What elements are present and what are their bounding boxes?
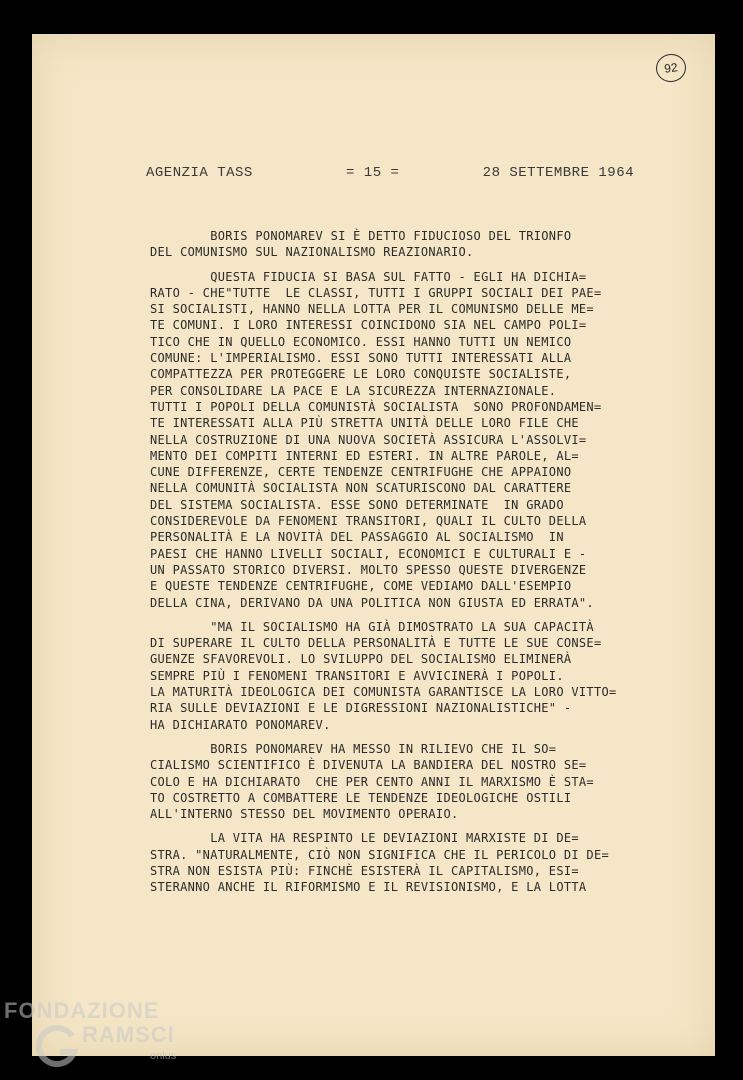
text-line: BORIS PONOMAREV HA MESSO IN RILIEVO CHE IL SO= [150,741,557,756]
text-line: RIA SULLE DEVIAZIONI E LE DIGRESSIONI NAZIONALISTICHE" - [150,701,572,716]
text-line: SEMPRE PIÙ I FENOMENI TRANSITORI E AVVICINERÀ I POPOLI. [150,668,564,683]
text-line: LA VITA HA RESPINTO LE DEVIAZIONI MARXISTE DI DE= [150,831,579,846]
text-line: STERANNO ANCHE IL RIFORMISMO E IL REVISIONISMO, E LA LOTTA [150,880,587,895]
text-line: RATO - CHE"TUTTE LE CLASSI, TUTTI I GRUPPI SOCIALI DEI PAE= [150,285,602,300]
text-line: TE INTERESSATI ALLA PIÙ STRETTA UNITÀ DELLE LORO FILE CHE [150,416,579,431]
page-marker-circle: 92 [654,52,688,84]
text-line: E QUESTE TENDENZE CENTRIFUGHE, COME VEDIAMO DALL'ESEMPIO [150,579,572,594]
paragraph-gap [150,611,650,619]
text-line: LA MATURITÀ IDEOLOGICA DEI COMUNISTA GARANTISCE LA LORO VITTO= [150,685,617,700]
text-line: HA DICHIARATO PONOMAREV. [150,717,331,732]
text-line: STRA NON ESISTA PIÙ: FINCHÈ ESISTERÀ IL CAPITALISMO, ESI= [150,863,579,878]
text-line: ALL'INTERNO STESSO DEL MOVIMENTO OPERAIO. [150,807,459,822]
text-line: DEL SISTEMA SOCIALISTA. ESSE SONO DETERMINATE IN GRADO [150,497,564,512]
text-line: SI SOCIALISTI, HANNO NELLA LOTTA PER IL COMUNISMO DELLE ME= [150,302,594,317]
gramsci-g-logo-icon [32,1022,80,1070]
text-line: CIALISMO SCIENTIFICO È DIVENUTA LA BANDIERA DEL NOSTRO SE= [150,758,587,773]
text-line: TICO CHE IN QUELLO ECONOMICO. ESSI HANNO TUTTI UN NEMICO [150,334,572,349]
text-line: PERSONALITÀ E LA NOVITÀ DEL PASSAGGIO AL SOCIALISMO IN [150,530,564,545]
text-line: PAESI CHE HANNO LIVELLI SOCIALI, ECONOMICI E CULTURALI E - [150,546,587,561]
paragraph-gap [150,261,650,269]
text-line: STRA. "NATURALMENTE, CIÒ NON SIGNIFICA CHE IL PERICOLO DI DE= [150,847,610,862]
text-line: DEL COMUNISMO SUL NAZIONALISMO REAZIONARIO. [150,245,474,260]
text-line: TE COMUNI. I LORO INTERESSI COINCIDONO SIA NEL CAMPO POLI= [150,318,587,333]
text-line: COMPATTEZZA PER PROTEGGERE LE LORO CONQUISTE SOCIALISTE, [150,367,572,382]
text-line: UN PASSATO STORICO DIVERSI. MOLTO SPESSO QUESTE DIVERGENZE [150,562,587,577]
text-line: COLO E HA DICHIARATO CHE PER CENTO ANNI IL MARXISMO È STA= [150,774,594,789]
text-line: CONSIDEREVOLE DA FENOMENI TRANSITORI, QUALI IL CULTO DELLA [150,514,587,529]
text-line: PER CONSOLIDARE LA PACE E LA SICUREZZA INTERNAZIONALE. [150,383,557,398]
paragraph-gap [150,822,650,830]
watermark-line3: onlus [150,1050,177,1062]
header-date: 28 SETTEMBRE 1964 [482,165,634,181]
document-header [146,165,634,185]
watermark-line2: RAMSCI [82,1022,175,1047]
text-line: TO COSTRETTO A COMBATTERE LE TENDENZE IDEOLOGICHE OSTILI [150,790,572,805]
paragraph-gap [150,733,650,741]
watermark-line1: FONDAZIONE [4,998,160,1023]
text-line: DELLA CINA, DERIVANO DA UNA POLITICA NON GIUSTA ED ERRATA". [150,595,594,610]
text-line: BORIS PONOMAREV SI È DETTO FIDUCIOSO DEL TRIONFO [150,229,572,243]
text-line: NELLA COMUNITÀ SOCIALISTA NON SCATURISCONO DAL CARATTERE [150,481,572,496]
text-line: TUTTI I POPOLI DELLA COMUNISTÀ SOCIALISTA SONO PROFONDAMEN= [150,399,602,414]
text-line: NELLA COSTRUZIONE DI UNA NUOVA SOCIETÀ ASSICURA L'ASSOLVI= [150,432,587,447]
header-agency: AGENZIA TASS [146,165,253,181]
header-page-number: = 15 = [346,165,400,181]
text-line: "MA IL SOCIALISMO HA GIÀ DIMOSTRATO LA SUA CAPACITÀ [150,619,594,634]
document-body [150,228,650,896]
text-line: GUENZE SFAVOREVOLI. LO SVILUPPO DEL SOCIALISMO ELIMINERÀ [150,652,572,667]
document-page [32,34,715,1056]
text-line: QUESTA FIDUCIA SI BASA SUL FATTO - EGLI HA DICHIA= [150,269,587,284]
text-line: DI SUPERARE IL CULTO DELLA PERSONALITÀ E TUTTE LE SUE CONSE= [150,636,602,651]
text-line: COMUNE: L'IMPERIALISMO. ESSI SONO TUTTI INTERESSATI ALLA [150,351,572,366]
text-line: MENTO DEI COMPITI INTERNI ED ESTERI. IN ALTRE PAROLE, AL= [150,448,579,463]
text-line: CUNE DIFFERENZE, CERTE TENDENZE CENTRIFUGHE CHE APPAIONO [150,465,572,480]
archive-watermark [4,998,194,1072]
